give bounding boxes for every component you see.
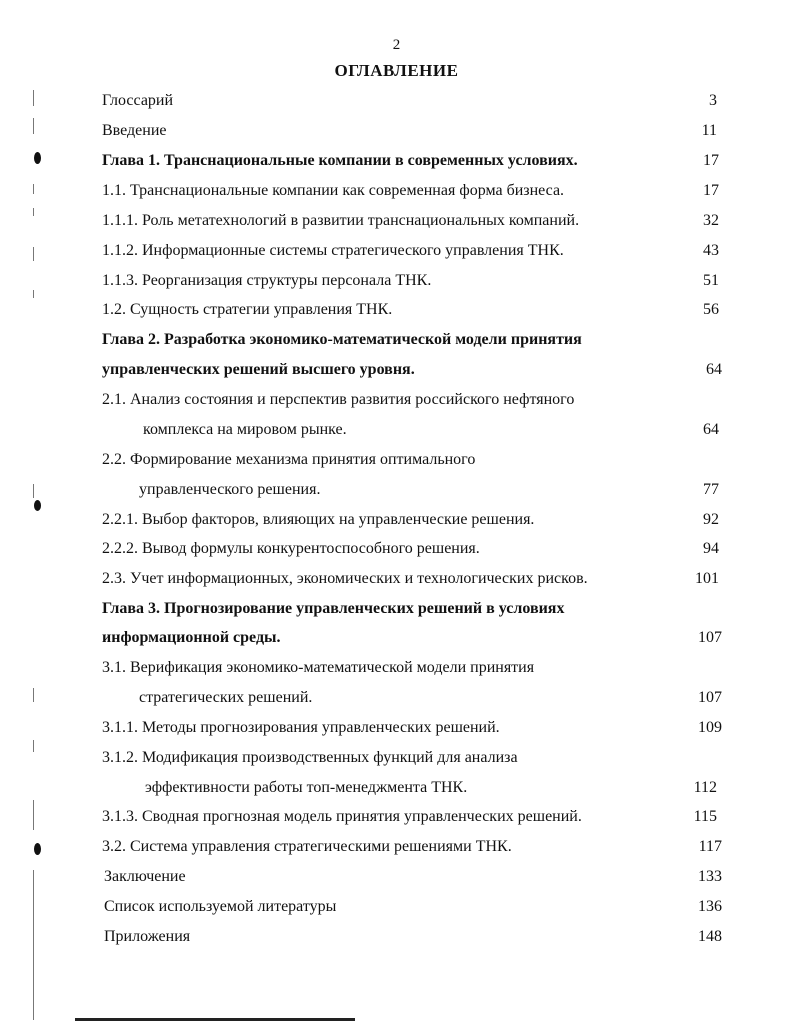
toc-entry-text: 2.2.1. Выбор факторов, влияющих на управленческие решения. <box>102 511 535 528</box>
toc-entry-text: управленческого решения. <box>139 481 321 498</box>
toc-entry-text: 1.1.3. Реорганизация структуры персонала ТНК. <box>102 272 432 289</box>
toc-entry-text: Список используемой литературы <box>104 898 337 915</box>
toc-entry-text: 1.1. Транснациональные компании как современная форма бизнеса. <box>102 182 565 199</box>
toc-entry-page: 117 <box>698 838 722 855</box>
toc-entry-page: 112 <box>693 779 717 796</box>
toc-entry-text: 3.1.1. Методы прогнозирования управленческих решений. <box>102 719 500 736</box>
scan-dot <box>34 843 41 855</box>
toc-entry-page: 43 <box>703 242 719 259</box>
page-number: 2 <box>392 37 401 53</box>
toc-chapter-heading: Глава 3. Прогнозирование управленческих решений в условиях <box>102 600 565 617</box>
toc-entry-text: 2.2. Формирование механизма принятия оптимального <box>102 451 476 468</box>
toc-entry-page: 115 <box>693 808 717 825</box>
scan-bottom-rule <box>75 1018 355 1021</box>
toc-entry-text: 3.1.2. Модификация производственных функций для анализа <box>102 749 518 766</box>
toc-chapter-heading: управленческих решений высшего уровня. <box>102 361 415 378</box>
scan-tick <box>33 208 34 216</box>
toc-chapter-heading: информационной среды. <box>102 629 281 646</box>
toc-entry-page: 109 <box>698 719 722 736</box>
toc-entry-page: 3 <box>709 92 717 109</box>
toc-entry-page: 133 <box>698 868 722 885</box>
toc-entry-text: Приложения <box>104 928 191 945</box>
toc-entry-page: 94 <box>703 540 719 557</box>
toc-entry-text: 3.1. Верификация экономико-математической модели принятия <box>102 659 535 676</box>
toc-entry-page: 92 <box>703 511 719 528</box>
toc-entry-page: 64 <box>703 421 719 438</box>
scan-tick <box>33 740 34 752</box>
toc-entry-text: 1.1.1. Роль метатехнологий в развитии транснациональных компаний. <box>102 212 580 229</box>
toc-entry-page: 17 <box>703 182 719 199</box>
toc-entry-page: 11 <box>701 122 717 139</box>
toc-entry-page: 107 <box>698 689 722 706</box>
toc-entry-page: 77 <box>703 481 719 498</box>
page-title: ОГЛАВЛЕНИЕ <box>334 61 459 80</box>
toc-entry-page: 101 <box>695 570 719 587</box>
scan-tick <box>33 688 34 702</box>
scan-tick <box>33 90 34 106</box>
toc-entry-text: 3.1.3. Сводная прогнозная модель принятия управленческих решений. <box>102 808 582 825</box>
toc-entry-page: 64 <box>706 361 722 378</box>
scan-tick <box>33 800 34 830</box>
scan-tick <box>33 247 34 261</box>
toc-chapter-heading: Глава 2. Разработка экономико-математической модели принятия <box>102 331 582 348</box>
toc-entry-text: эффективности работы топ-менеджмента ТНК. <box>145 779 468 796</box>
toc-entry-page: 136 <box>698 898 722 915</box>
toc-entry-text: 2.3. Учет информационных, экономических и технологических рисков. <box>102 570 588 587</box>
toc-entry-text: Заключение <box>104 868 186 885</box>
toc-entry-text: 2.2.2. Вывод формулы конкурентоспособного решения. <box>102 540 480 557</box>
toc-entry-page: 107 <box>698 629 722 646</box>
toc-entry-text: 3.2. Система управления стратегическими решениями ТНК. <box>102 838 512 855</box>
toc-entry-page: 56 <box>703 301 719 318</box>
scan-dot <box>34 500 41 511</box>
toc-entry-text: 1.1.2. Информационные системы стратегического управления ТНК. <box>102 242 564 259</box>
toc-entry-text: Глоссарий <box>102 92 174 109</box>
toc-entry-page: 17 <box>703 152 719 169</box>
toc-entry-text: комплекса на мировом рынке. <box>143 421 347 438</box>
toc-entry-page: 32 <box>703 212 719 229</box>
scan-tick <box>33 484 34 498</box>
toc-entry-text: 2.1. Анализ состояния и перспектив развития российского нефтяного <box>102 391 575 408</box>
toc-entry-page: 148 <box>698 928 722 945</box>
scan-tick <box>33 290 34 298</box>
toc-entry-text: Введение <box>102 122 167 139</box>
toc-chapter-heading: Глава 1. Транснациональные компании в современных условиях. <box>102 152 578 169</box>
scan-tick <box>33 118 34 134</box>
scan-tick <box>33 870 34 1020</box>
toc-entry-text: 1.2. Сущность стратегии управления ТНК. <box>102 301 393 318</box>
scan-dot <box>34 152 41 164</box>
toc-entry-text: стратегических решений. <box>139 689 313 706</box>
scan-tick <box>33 184 34 194</box>
toc-entry-page: 51 <box>703 272 719 289</box>
